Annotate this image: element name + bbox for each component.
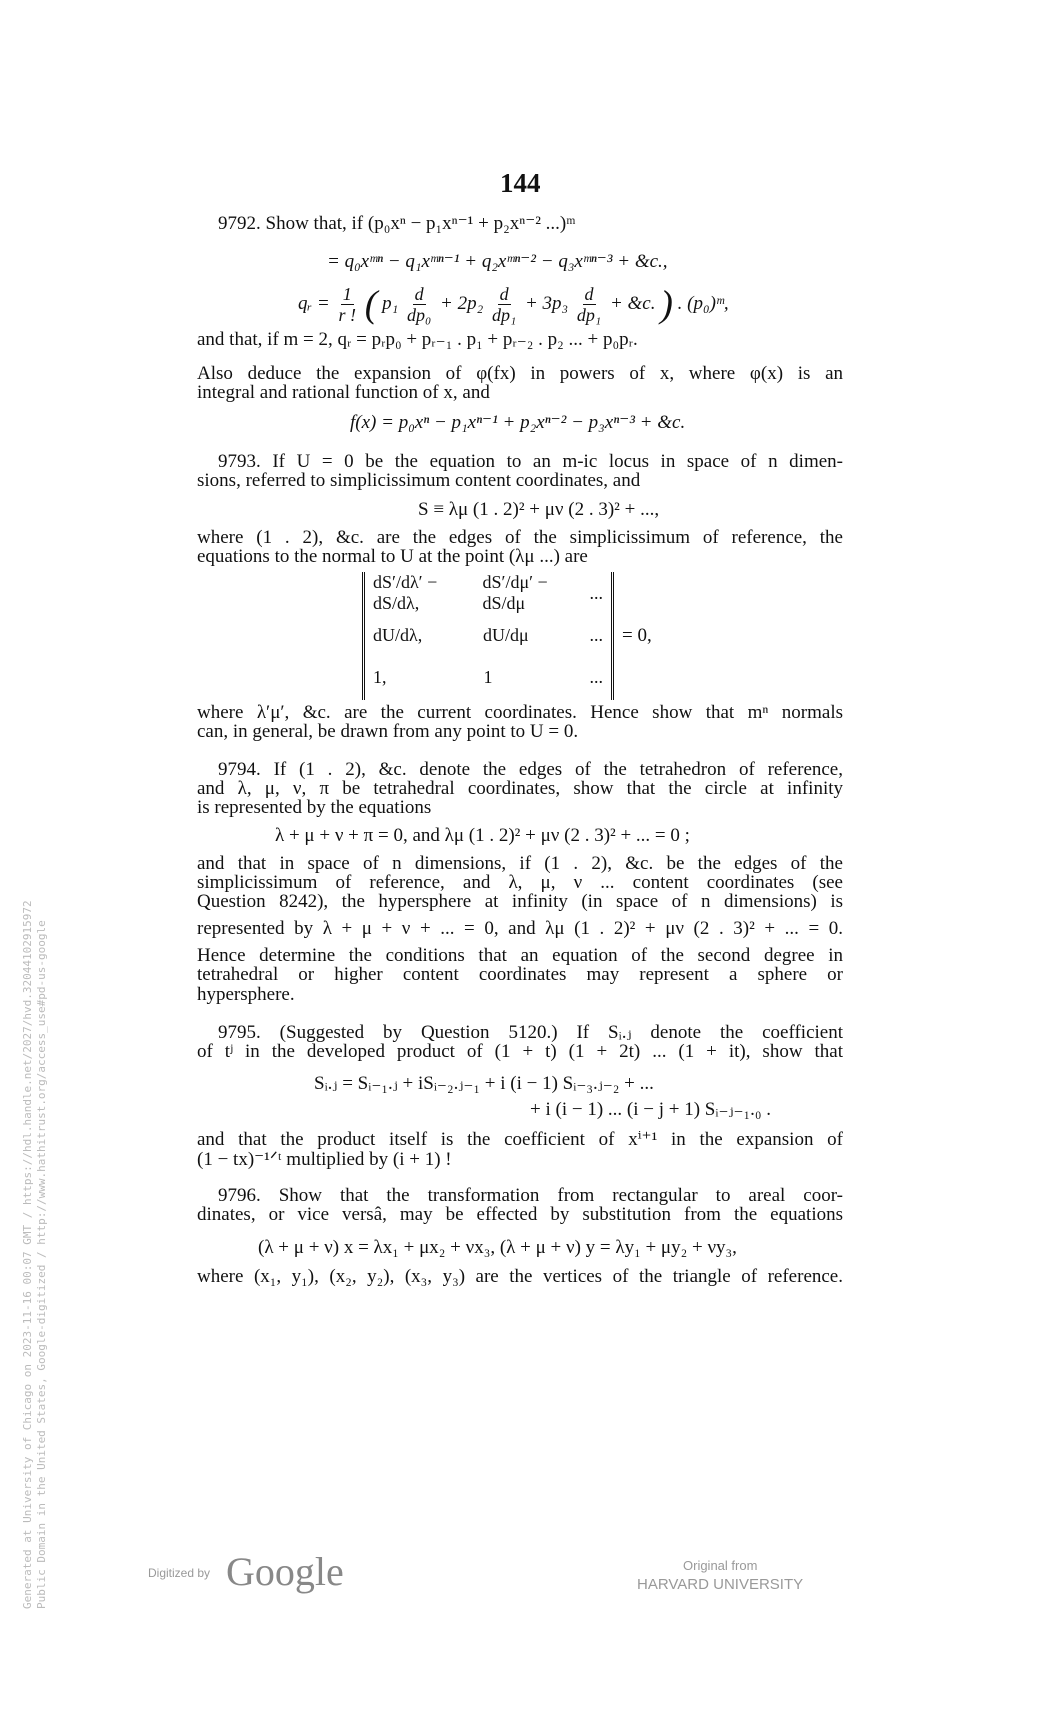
q9794-line7: Question 8242), the hypersphere at infinity (in space of n dimensions) is (197, 891, 843, 912)
q9794-line1: 9794. If (1 . 2), &c. denote the edges of the tetrahedron of reference, (218, 759, 843, 780)
numerator: d (499, 284, 509, 304)
q9794-line11: hypersphere. (197, 984, 295, 1005)
q9792-line1: 9792. Show that, if (p₀xⁿ − p₁xⁿ⁻¹ + p₂xⁿ⁻² ...)ᵐ (218, 213, 576, 234)
q9792-line6: integral and rational function of x, and (197, 382, 490, 403)
denominator: dp₀ (407, 305, 432, 325)
google-logo: Google (226, 1549, 344, 1594)
q9795-line3: Sᵢ.ⱼ = Sᵢ₋₁.ⱼ + iSᵢ₋₂.ⱼ₋₁ + i (i − 1) Sᵢ₋₃.ⱼ₋₂ + ... (314, 1073, 654, 1094)
matrix-cell: dS′/dμ′ − dS/dμ (482, 572, 548, 613)
denominator: dp₁ (491, 305, 517, 325)
qr-lhs: qᵣ = (298, 292, 330, 314)
original-from-label: Original from (683, 1558, 758, 1573)
q9793-line3: S ≡ λμ (1 . 2)² + μν (2 . 3)² + ..., (418, 499, 660, 520)
q9796-line3: (λ + μ + ν) x = λx₁ + μx₂ + νx₃, (λ + μ + ν) y = λy₁ + μy₂ + νy₃, (258, 1237, 737, 1258)
term-1: p₁ (382, 292, 399, 314)
q9795-line4: + i (i − 1) ... (i − j + 1) Sᵢ₋ⱼ₋₁.₀ . (530, 1099, 772, 1120)
q9793-line7: can, in general, be drawn from any point to U = 0. (197, 721, 579, 742)
q9795-line6: (1 − tx)⁻¹ᐟᵗ multiplied by (i + 1) ! (197, 1149, 452, 1170)
numerator: d (414, 284, 424, 304)
q9792-line5: Also deduce the expansion of φ(fx) in powers of x, where φ(x) is an (197, 363, 843, 384)
formula-tail: . (p₀)ᵐ, (677, 292, 729, 314)
matrix-cell: dS′/dλ′ − dS/dλ, (373, 572, 438, 613)
term-4: + &c. (609, 292, 656, 314)
institution-label: HARVARD UNIVERSITY (637, 1576, 804, 1593)
q9796-line2: dinates, or vice versâ, may be effected by substitution from the equations (197, 1204, 843, 1225)
page-number: 144 (500, 168, 541, 198)
denominator: dp₁ (576, 305, 602, 325)
matrix-cell: ... (589, 624, 603, 645)
derivative-dp1 (492, 284, 516, 325)
numerator: d (584, 284, 594, 304)
q9795-line5: and that the product itself is the coefficient of xⁱ⁺¹ in the expansion of (197, 1129, 843, 1150)
matrix-cell: 1 (483, 666, 493, 687)
q9795-line2: of tʲ in the developed product of (1 + t) (1 + 2t) ... (1 + it), show that (197, 1041, 843, 1062)
right-paren: ) (660, 283, 673, 326)
q9794-line2: and λ, μ, ν, π be tetrahedral coordinates, show that the circle at infinity (197, 778, 843, 799)
q9794-line9: Hence determine the conditions that an equation of the second degree in (197, 945, 843, 966)
determinant-matrix (362, 572, 614, 700)
q9794-line5: and that in space of n dimensions, if (1 . 2), &c. be the edges of the (197, 853, 843, 874)
matrix-row-2 (373, 614, 603, 656)
q9793-line6: where λ′μ′, &c. are the current coordinates. Hence show that mⁿ normals (197, 702, 843, 723)
q9794-line4: λ + μ + ν + π = 0, and λμ (1 . 2)² + μν (2 . 3)² + ... = 0 ; (275, 825, 690, 846)
matrix-cell: dU/dμ (483, 624, 529, 645)
q9792-qr-formula (298, 284, 729, 325)
q9794-line6: simplicissimum of reference, and λ, μ, ν ... content coordinates (see (197, 872, 843, 893)
left-paren: ( (364, 283, 378, 326)
matrix-equals-zero: = 0, (622, 625, 652, 646)
q9795-line1: 9795. (Suggested by Question 5120.) If Sᵢ.ⱼ denote the coefficient (218, 1022, 843, 1043)
q9792-line2: = q₀xᵐⁿ − q₁xᵐⁿ⁻¹ + q₂xᵐⁿ⁻² − q₃xᵐⁿ⁻³ + &c., (327, 251, 668, 272)
q9796-line1: 9796. Show that the transformation from rectangular to areal coor- (218, 1185, 843, 1206)
q9792-line4: and that, if m = 2, qᵣ = pᵣp₀ + pᵣ₋₁ . p₁ + pᵣ₋₂ . p₂ ... + p₀pᵣ. (197, 329, 638, 350)
q9793-line2: sions, referred to simplicissimum content coordinates, and (197, 470, 641, 491)
q9794-line8: represented by λ + μ + ν + ... = 0, and λμ (1 . 2)² + μν (2 . 3)² + ... = 0. (197, 918, 843, 939)
matrix-cell: ... (589, 582, 603, 603)
derivative-dp1-b (577, 284, 601, 325)
term-3: + 3p₃ (524, 292, 569, 314)
matrix-row-1 (373, 572, 603, 614)
denominator: r ! (338, 305, 356, 325)
q9793-line4: where (1 . 2), &c. are the edges of the simplicissimum of reference, the (197, 527, 843, 548)
q9793-line5: equations to the normal to U at the point (λμ ...) are (197, 546, 588, 567)
q9792-line7: f(x) = p₀xⁿ − p₁xⁿ⁻¹ + p₂xⁿ⁻² − p₃xⁿ⁻³ + &c. (350, 412, 686, 433)
watermark-line-2: Public Domain in the United States, Google-digitized / http://www.hathitrust.org/access_use#pd-us-google (35, 920, 48, 1609)
matrix-row-3 (373, 656, 603, 698)
digitized-by-label: Digitized by (148, 1566, 211, 1580)
derivative-dp0 (407, 284, 431, 325)
q9796-line4: where (x₁, y₁), (x₂, y₂), (x₃, y₃) are the vertices of the triangle of reference. (197, 1266, 843, 1287)
matrix-cell: ... (589, 666, 603, 687)
q9793-line1: 9793. If U = 0 be the equation to an m-ic locus in space of n dimen- (218, 451, 843, 472)
numerator: 1 (342, 284, 352, 304)
q9794-line3: is represented by the equations (197, 797, 432, 818)
watermark-line-1: Generated at University of Chicago on 2023-11-16 00:07 GMT / https://hdl.handle.net/2027/hvd.32044102915972 (21, 900, 34, 1609)
q9794-line10: tetrahedral or higher content coordinates may represent a sphere or (197, 964, 843, 985)
matrix-cell: dU/dλ, (373, 624, 423, 645)
hathitrust-watermark (21, 809, 49, 1609)
matrix-cell: 1, (373, 666, 387, 687)
term-2: + 2p₂ (440, 292, 484, 314)
fraction-1-over-r-factorial (339, 284, 357, 325)
